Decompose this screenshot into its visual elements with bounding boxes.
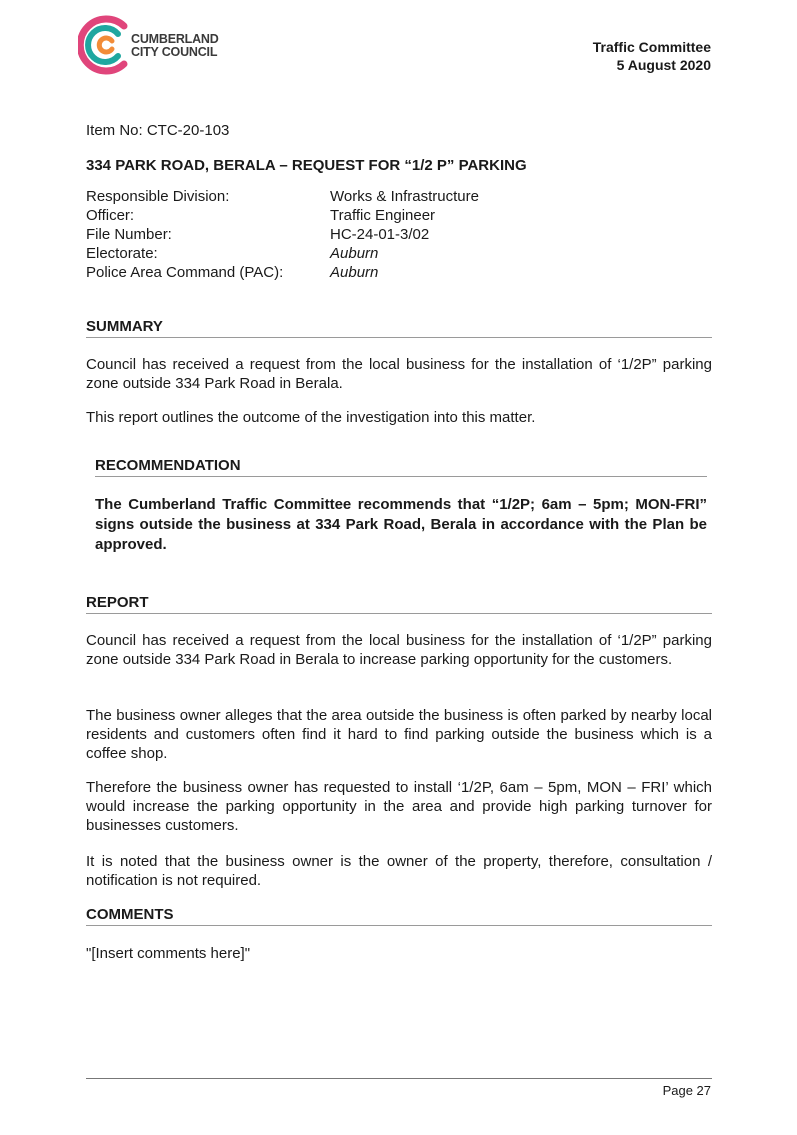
meta-row (86, 187, 712, 206)
summary-heading: SUMMARY (86, 318, 712, 338)
meta-row (86, 206, 712, 225)
meta-label: File Number: (86, 226, 172, 243)
meta-value: Auburn (330, 264, 379, 281)
comments-text: "[Insert comments here]" (86, 945, 251, 962)
header-meta (593, 38, 711, 74)
meta-label: Police Area Command (PAC): (86, 264, 284, 281)
report-paragraph: The business owner alleges that the area outside the business is often parked by nearby local residents and customers often find it hard to find parking outside the business which is a coffee shop. (86, 707, 712, 762)
meta-value: Auburn (330, 245, 379, 262)
item-number: Item No: CTC-20-103 (86, 122, 230, 139)
recommendation-text: The Cumberland Traffic Committee recommends that “1/2P; 6am – 5pm; MON-FRI” signs outside the business at 334 Park Road, Berala in accordance with the Plan be approved. (95, 496, 707, 553)
footer-divider (86, 1078, 712, 1079)
meta-value: HC-24-01-3/02 (330, 226, 430, 243)
comments-heading: COMMENTS (86, 906, 712, 926)
summary-paragraph: Council has received a request from the local business for the installation of ‘1/2P” parking zone outside 334 Park Road in Berala. (86, 356, 712, 392)
meta-row (86, 244, 712, 263)
meta-value: Works & Infrastructure (330, 188, 479, 205)
recommendation-heading: RECOMMENDATION (95, 457, 707, 477)
logo-line-2: CITY COUNCIL (131, 45, 218, 59)
report-meta (86, 187, 712, 282)
summary-paragraph: This report outlines the outcome of the investigation into this matter. (86, 409, 536, 426)
meta-label: Electorate: (86, 245, 158, 262)
logo-wordmark (131, 33, 219, 59)
report-paragraph: Therefore the business owner has requested to install ‘1/2P, 6am – 5pm, MON – FRI’ which would increase the parking opportunity in the area and provide high parking turnover for businesses customers. (86, 779, 712, 834)
report-paragraph: It is noted that the business owner is the owner of the property, therefore, consultation / notification is not required. (86, 853, 712, 889)
report-title: 334 PARK ROAD, BERALA – REQUEST FOR “1/2 P” PARKING (86, 157, 527, 174)
committee-name: Traffic Committee (592, 39, 711, 55)
meta-row (86, 263, 712, 282)
meta-label: Responsible Division: (86, 188, 230, 205)
report-heading: REPORT (86, 594, 712, 614)
logo-line-1: CUMBERLAND (131, 32, 219, 46)
meta-value: Traffic Engineer (330, 207, 436, 224)
meeting-date: 5 August 2020 (616, 57, 711, 73)
meta-label: Officer: (86, 207, 135, 224)
council-logo-mark (78, 14, 138, 76)
meta-row (86, 225, 712, 244)
page-number: Page 27 (662, 1083, 711, 1098)
report-paragraph: Council has received a request from the local business for the installation of ‘1/2P” parking zone outside 334 Park Road in Berala to increase parking opportunity for the customers. (86, 632, 712, 668)
